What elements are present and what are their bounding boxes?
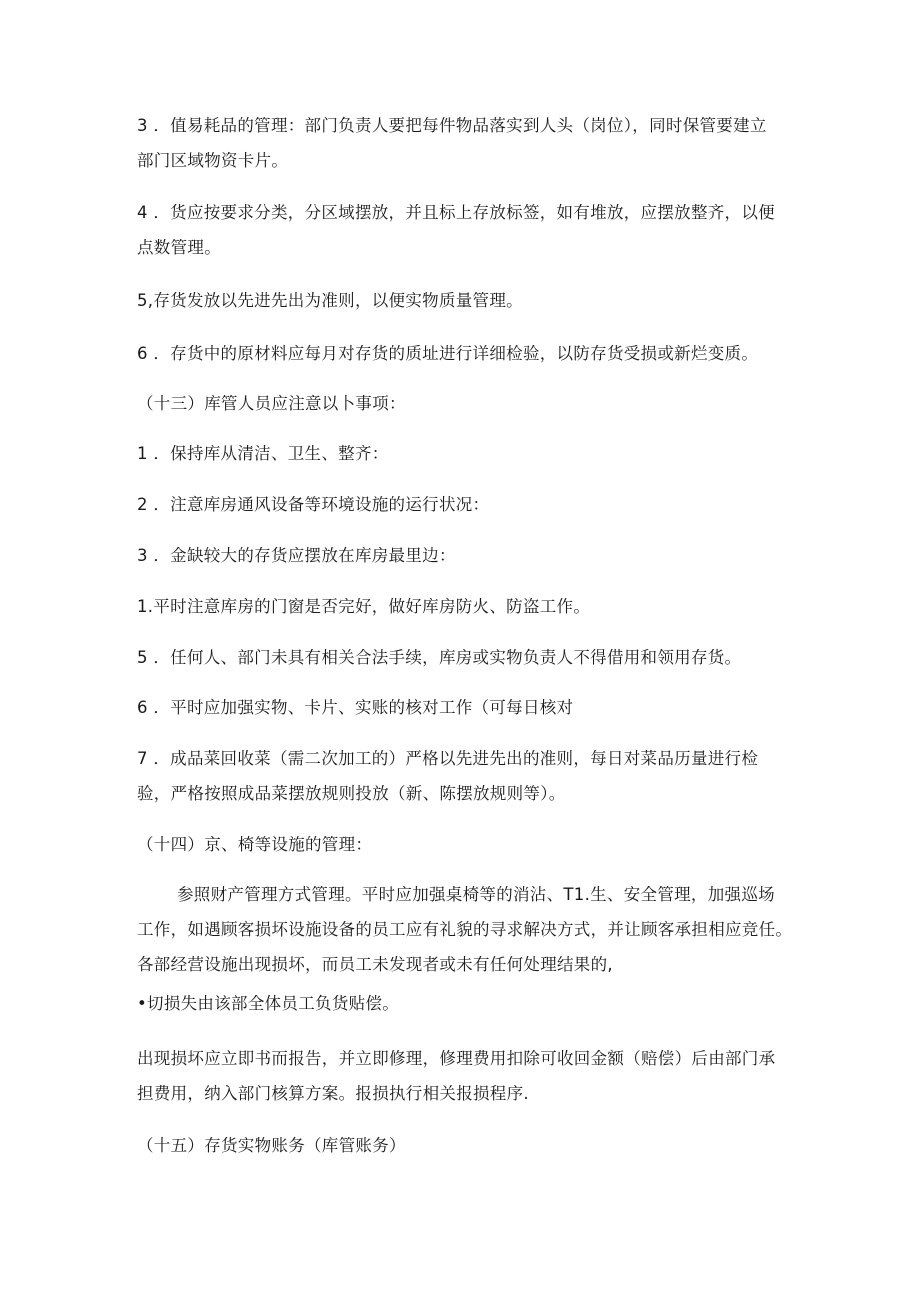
heading-section-13 [137,386,817,421]
paragraph-returned-dishes [137,741,817,811]
heading-section-14 [137,827,817,862]
paragraph-reconciliation [137,690,817,725]
text-line: 4 ．货应按要求分类，分区域摆放，并且标上存放标签，如有堆放，应摆放整齐，以便 [137,203,775,222]
paragraph-furniture-management [137,877,817,982]
paragraph-compensation [137,986,817,1021]
text-line: 2 ．注意库房通风设备等环境设施的运行状况： [137,495,490,514]
paragraph-no-borrowing [137,640,817,675]
text-line: 1.平时注意库房的门窗是否完好，做好库房防火、防盗工作。 [137,597,591,616]
text-line: •切损失由该部全体员工负货贴偿。 [137,994,400,1013]
text-line: 3 ．值易耗品的管理：部门负责人要把每件物品落实到人头（岗位），同时保管要建立 [137,116,767,135]
text-line: 点数管理。 [137,238,221,257]
text-line: 5 ．任何人、部门未具有相关合法手续，库房或实物负责人不得借用和领用存货。 [137,648,742,667]
text-line: （十五）存货实物账务（库管账务） [137,1136,406,1155]
text-line: （十四）京、椅等设施的管理： [137,835,373,854]
text-line: 各部经营设施出现损坏，而员工未发现者或未有任何处理结果的, [137,955,613,974]
paragraph-doors-windows [137,589,817,624]
paragraph-monthly-inspection [137,336,817,371]
paragraph-low-value-consumables [137,108,817,178]
paragraph-keep-clean [137,436,817,471]
text-line: 参照财产管理方式管理。平时应加强桌椅等的消沾、T1.生、安全管理，加强巡场 [177,885,775,904]
text-line: 7 ．成品菜回收菜（需二次加工的）严格以先进先出的准则，每日对菜品历量进行检 [137,749,759,768]
paragraph-large-items [137,538,817,573]
paragraph-fifo-issue [137,283,817,318]
text-line: 部门区域物资卡片。 [137,151,289,170]
paragraph-goods-classification [137,195,817,265]
text-line: 担费用，纳入部门核算方案。报损执行相关报损程序. [137,1084,529,1103]
text-line: 工作，如遇顾客损坏设施设备的员工应有礼貌的寻求解决方式，并让顾客承担相应竞任。 [137,920,793,939]
paragraph-ventilation [137,487,817,522]
text-line: 1 ．保持库从清洁、卫生、整齐： [137,444,389,463]
text-line: 3 ．金缺较大的存货应摆放在库房最里边： [137,546,456,565]
text-line: 出现损坏应立即书而报告，并立即修理，修理费用扣除可收回金额（赔偿）后由部门承 [137,1049,776,1068]
text-line: 6 ．平时应加强实物、卡片、实账的核对工作（可每日核对 [137,698,574,717]
text-line: 5,存货发放以先进先出为准则，以便实物质量管理。 [137,291,523,310]
paragraph-damage-report [137,1041,817,1111]
text-line: 6 ．存货中的原材料应每月对存货的质址进行详细检验，以防存货受损或新烂变质。 [137,344,759,363]
text-line: 验，严格按照成品菜摆放规则投放（新、陈摆放规则等）。 [137,784,566,803]
text-line: （十三）库管人员应注意以卜事项： [137,394,406,413]
heading-section-15 [137,1128,817,1163]
